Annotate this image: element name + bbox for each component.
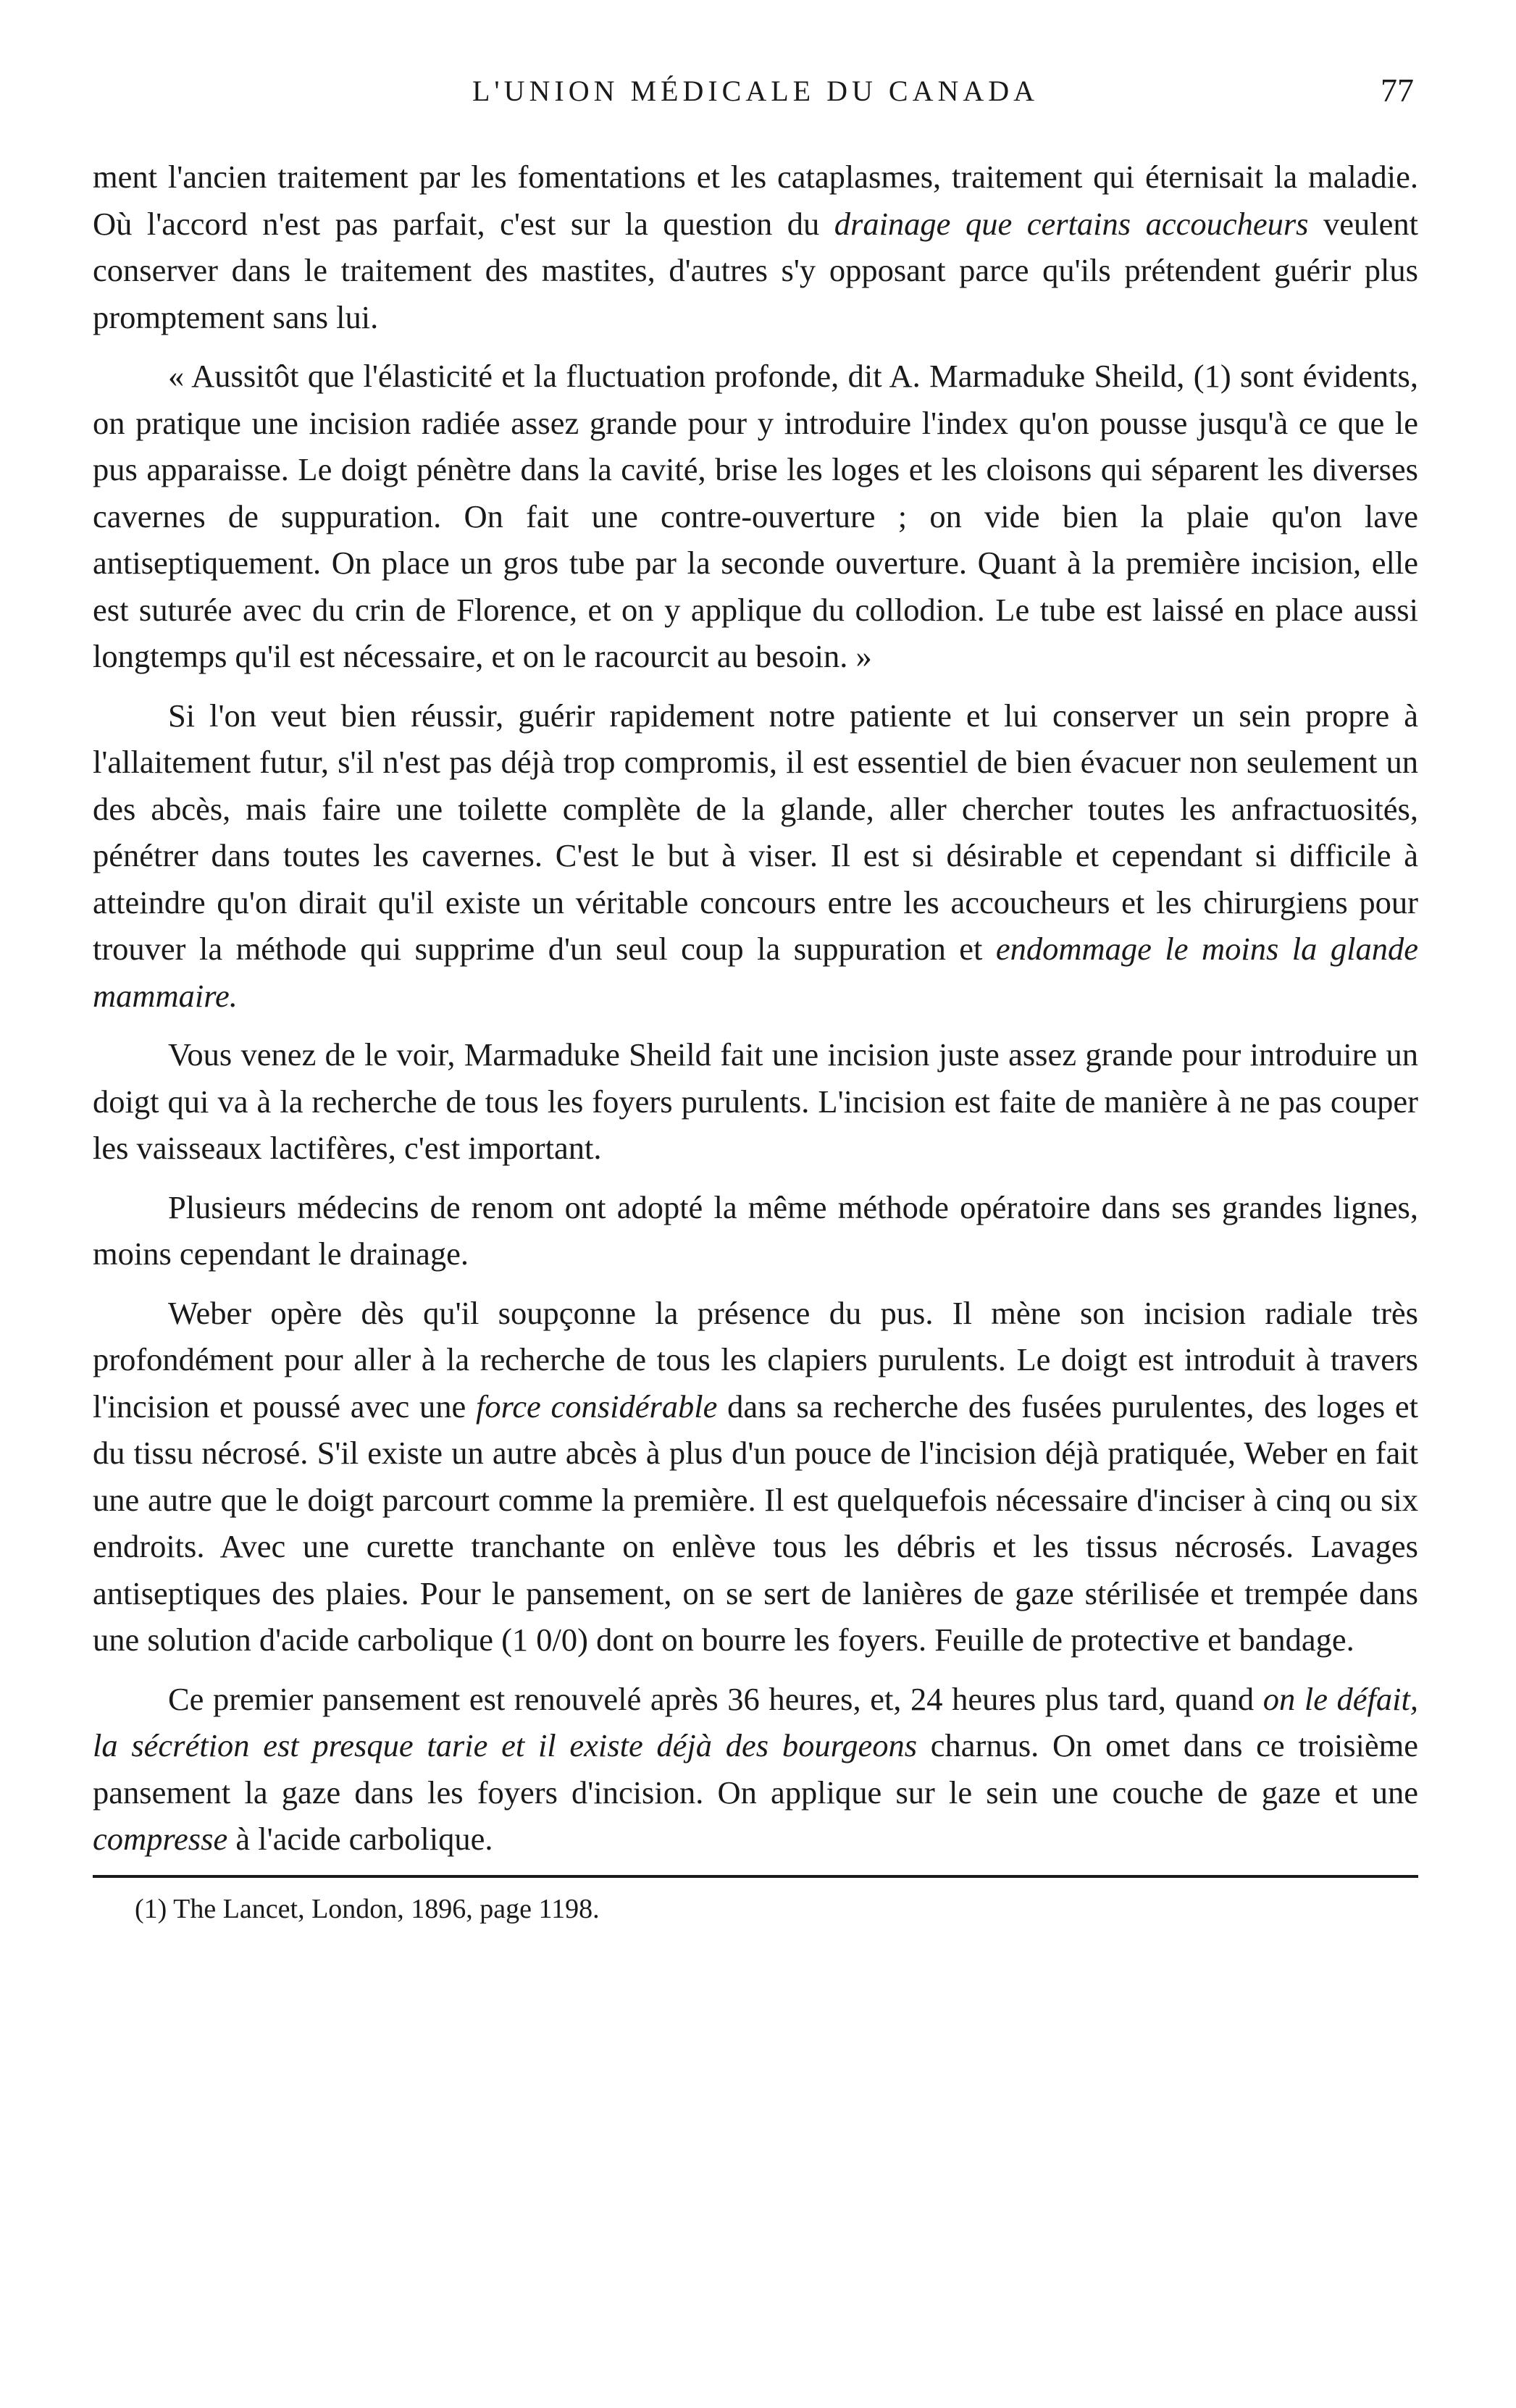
footnote-rule — [93, 1875, 1418, 1878]
footnote: (1) The Lancet, London, 1896, page 1198. — [135, 1893, 600, 1924]
paragraph — [93, 1031, 1418, 1172]
paragraph — [93, 353, 1418, 680]
text-run: veulent conserver dans le traitement des mastites, d'autres s'y opposant parce qu'ils prétendent guérir plus promptement sans lui. — [93, 205, 1418, 335]
paragraph — [93, 1184, 1418, 1278]
text-run: Vous venez de le voir, Marmaduke Sheild fait une incision juste assez grande pour introduire un doigt qui va à la recherche de tous les foyers purulents. L'incision est faite de manière à ne pas couper les vaisseaux lactifères, c'est important. — [93, 1036, 1418, 1166]
text-run: Si l'on veut bien réussir, guérir rapidement notre patiente et lui conserver un sein propre à l'allaitement futur, s'il n'est pas déjà trop compromis, il est essentiel de bien évacuer non seulement un des abcès, mais faire une toilette complète de la glande, aller chercher toutes les anfractuosités, pénétrer dans toutes les cavernes. C'est le but à viser. Il est si désirable et cependant si difficile à atteindre qu'on dirait qu'il existe un véritable concours entre les accoucheurs et les chirurgiens pour trouver la méthode qui supprime d'un seul coup la suppuration et — [93, 697, 1418, 967]
text-run: dans sa recherche des fusées purulentes, des loges et du tissu nécrosé. S'il existe un autre abcès à plus d'un pouce de l'incision déjà pratiquée, Weber en fait une autre que le doigt parcourt comme la première. Il est quelquefois nécessaire d'inciser à cinq ou six endroits. Avec une curette tranchante on enlève tous les débris et les tissus nécrosés. Lavages antiseptiques des plaies. Pour le pansement, on se sert de lanières de gaze stérilisée et trempée dans une solution d'acide carbolique (1 0/0) dont on bourre les foyers. Feuille de protective et bandage. — [93, 1388, 1418, 1658]
text-run: charnus. On omet dans ce troisième pansement la gaze dans les foyers d'incision. On applique sur le sein une couche de gaze et une — [93, 1727, 1418, 1811]
running-header — [93, 65, 1418, 123]
text-run: ment l'ancien traitement par les fomentations et les cataplasmes, traitement qui éternisait la maladie. Où l'accord n'est pas parfait, c'est sur la question du — [93, 159, 1418, 242]
text-run: Weber opère dès qu'il soupçonne la présence du pus. Il mène son incision radiale très profondément pour aller à la recherche de tous les clapiers purulents. Le doigt est introduit à travers l'incision et poussé avec une — [93, 1294, 1418, 1425]
text-run: à l'acide carbolique. — [227, 1821, 493, 1857]
italic-text: endommage le moins la glande mammaire. — [93, 931, 1419, 1014]
italic-text: drainage que certains accoucheurs — [834, 205, 1309, 242]
italic-text: on le défait, la sécrétion est presque tarie et il existe déjà des bourgeons — [93, 1680, 1418, 1763]
paragraph — [93, 154, 1418, 340]
text-run: « Aussitôt que l'élasticité et la fluctuation profonde, dit A. Marmaduke Sheild, (1) sont évidents, on pratique une incision radiée assez grande pour y introduire l'index qu'on pousse jusqu'à ce que le pus apparaisse. Le doigt pénètre dans la cavité, brise les loges et les cloisons qui séparent les diverses cavernes de suppuration. On fait une contre-ouverture ; on vide bien la plaie qu'on lave antiseptiquement. On place un gros tube par la seconde ouverture. Quant à la première incision, elle est suturée avec du crin de Florence, et on y applique du collodion. Le tube est laissé en place aussi longtemps qu'il est nécessaire, et on le racourcit au besoin. » — [93, 358, 1418, 674]
page-number: 77 — [1381, 72, 1414, 109]
paragraph — [93, 1676, 1418, 1863]
body-text — [93, 154, 1418, 1863]
journal-title: L'UNION MÉDICALE DU CANADA — [472, 75, 1039, 107]
italic-text: force considérable — [476, 1388, 718, 1425]
italic-text: compresse — [93, 1821, 228, 1857]
paragraph — [93, 1290, 1418, 1664]
text-run: Plusieurs médecins de renom ont adopté la même méthode opératoire dans ses grandes lignes, moins cependant le drainage. — [93, 1188, 1418, 1272]
document-page — [93, 65, 1418, 2383]
paragraph — [93, 692, 1418, 1020]
text-run: Ce premier pansement est renouvelé après 36 heures, et, 24 heures plus tard, quand — [168, 1680, 1263, 1717]
